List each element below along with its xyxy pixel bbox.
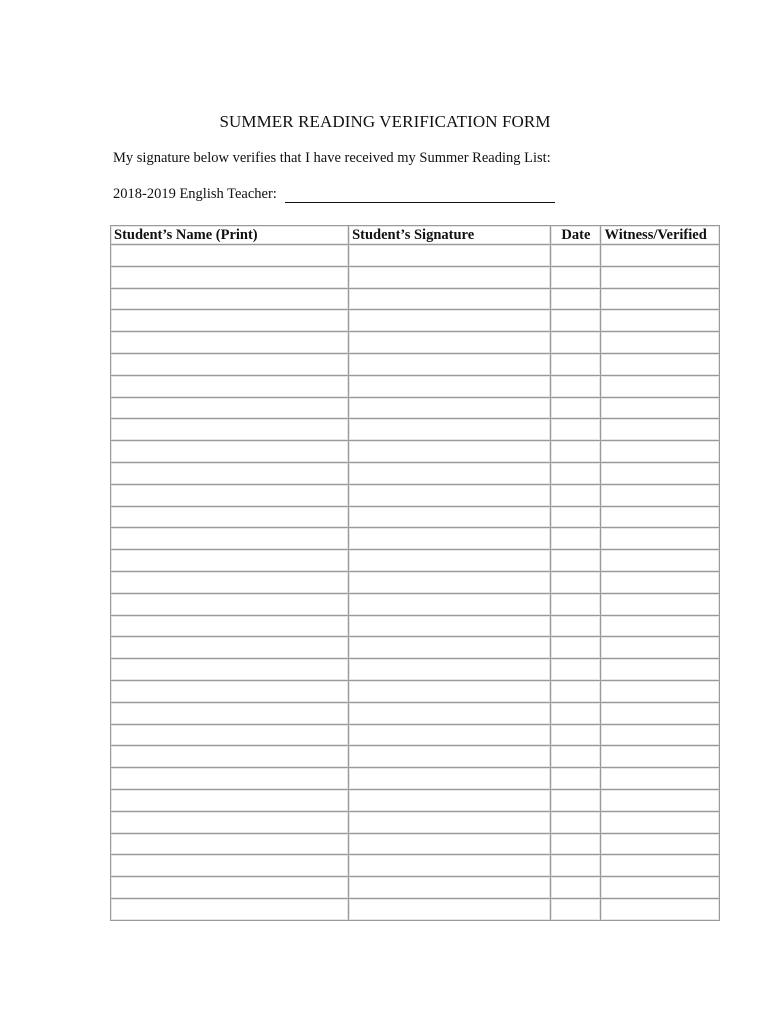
header-witness-verified: Witness/Verified: [601, 226, 720, 245]
table-row: [111, 702, 720, 724]
witness-verified-cell[interactable]: [601, 615, 720, 637]
table-row: [111, 724, 720, 746]
teacher-label: 2018-2019 English Teacher:: [113, 186, 277, 202]
date-cell[interactable]: [551, 724, 601, 746]
date-cell[interactable]: [551, 898, 601, 920]
student-name-cell[interactable]: [111, 855, 349, 877]
witness-verified-cell[interactable]: [601, 789, 720, 811]
student-signature-cell[interactable]: [349, 768, 551, 790]
student-signature-cell[interactable]: [349, 375, 551, 397]
date-cell[interactable]: [551, 811, 601, 833]
table-row: [111, 615, 720, 637]
student-signature-cell[interactable]: [349, 680, 551, 702]
date-cell[interactable]: [551, 310, 601, 332]
teacher-field-row: [113, 186, 555, 203]
witness-verified-cell[interactable]: [601, 462, 720, 484]
witness-verified-cell[interactable]: [601, 637, 720, 659]
student-signature-cell[interactable]: [349, 462, 551, 484]
witness-verified-cell[interactable]: [601, 833, 720, 855]
student-name-cell[interactable]: [111, 702, 349, 724]
table-row: [111, 833, 720, 855]
table-row: [111, 484, 720, 506]
witness-verified-cell[interactable]: [601, 898, 720, 920]
table-row: [111, 310, 720, 332]
table-body: [111, 245, 720, 921]
table-row: [111, 680, 720, 702]
witness-verified-cell[interactable]: [601, 768, 720, 790]
student-name-cell[interactable]: [111, 789, 349, 811]
table-row: [111, 462, 720, 484]
student-signature-cell[interactable]: [349, 506, 551, 528]
witness-verified-cell[interactable]: [601, 484, 720, 506]
intro-text: My signature below verifies that I have received my Summer Reading List:: [113, 150, 551, 166]
date-cell[interactable]: [551, 637, 601, 659]
date-cell[interactable]: [551, 615, 601, 637]
header-student-signature: Student’s Signature: [349, 226, 551, 245]
student-name-cell[interactable]: [111, 332, 349, 354]
table-row: [111, 593, 720, 615]
table-row: [111, 332, 720, 354]
signature-table: [110, 225, 720, 921]
student-name-cell[interactable]: [111, 615, 349, 637]
student-name-cell[interactable]: [111, 898, 349, 920]
student-signature-cell[interactable]: [349, 724, 551, 746]
date-cell[interactable]: [551, 245, 601, 267]
table-row: [111, 811, 720, 833]
student-signature-cell[interactable]: [349, 811, 551, 833]
table-row: [111, 353, 720, 375]
student-name-cell[interactable]: [111, 419, 349, 441]
student-name-cell[interactable]: [111, 310, 349, 332]
witness-verified-cell[interactable]: [601, 528, 720, 550]
witness-verified-cell[interactable]: [601, 877, 720, 899]
table-row: [111, 571, 720, 593]
date-cell[interactable]: [551, 266, 601, 288]
witness-verified-cell[interactable]: [601, 332, 720, 354]
table-row: [111, 789, 720, 811]
student-name-cell[interactable]: [111, 593, 349, 615]
student-name-cell[interactable]: [111, 506, 349, 528]
date-cell[interactable]: [551, 680, 601, 702]
student-name-cell[interactable]: [111, 724, 349, 746]
student-name-cell[interactable]: [111, 353, 349, 375]
student-name-cell[interactable]: [111, 528, 349, 550]
student-signature-cell[interactable]: [349, 833, 551, 855]
date-cell[interactable]: [551, 877, 601, 899]
student-name-cell[interactable]: [111, 441, 349, 463]
date-cell[interactable]: [551, 550, 601, 572]
witness-verified-cell[interactable]: [601, 855, 720, 877]
student-name-cell[interactable]: [111, 680, 349, 702]
student-name-cell[interactable]: [111, 811, 349, 833]
student-signature-cell[interactable]: [349, 288, 551, 310]
student-name-cell[interactable]: [111, 637, 349, 659]
date-cell[interactable]: [551, 332, 601, 354]
witness-verified-cell[interactable]: [601, 550, 720, 572]
table-row: [111, 637, 720, 659]
date-cell[interactable]: [551, 419, 601, 441]
student-signature-cell[interactable]: [349, 310, 551, 332]
student-name-cell[interactable]: [111, 462, 349, 484]
table-row: [111, 419, 720, 441]
student-name-cell[interactable]: [111, 571, 349, 593]
date-cell[interactable]: [551, 593, 601, 615]
date-cell[interactable]: [551, 462, 601, 484]
witness-verified-cell[interactable]: [601, 397, 720, 419]
student-signature-cell[interactable]: [349, 353, 551, 375]
teacher-name-field[interactable]: [285, 188, 555, 203]
witness-verified-cell[interactable]: [601, 441, 720, 463]
student-name-cell[interactable]: [111, 288, 349, 310]
table-row: [111, 528, 720, 550]
student-name-cell[interactable]: [111, 550, 349, 572]
student-signature-cell[interactable]: [349, 637, 551, 659]
student-signature-cell[interactable]: [349, 484, 551, 506]
witness-verified-cell[interactable]: [601, 310, 720, 332]
date-cell[interactable]: [551, 768, 601, 790]
date-cell[interactable]: [551, 288, 601, 310]
date-cell[interactable]: [551, 484, 601, 506]
student-signature-cell[interactable]: [349, 855, 551, 877]
student-name-cell[interactable]: [111, 375, 349, 397]
witness-verified-cell[interactable]: [601, 245, 720, 267]
student-signature-cell[interactable]: [349, 397, 551, 419]
header-student-name: Student’s Name (Print): [111, 226, 349, 245]
witness-verified-cell[interactable]: [601, 746, 720, 768]
table-row: [111, 506, 720, 528]
date-cell[interactable]: [551, 441, 601, 463]
witness-verified-cell[interactable]: [601, 506, 720, 528]
table-row: [111, 375, 720, 397]
student-signature-cell[interactable]: [349, 702, 551, 724]
student-name-cell[interactable]: [111, 768, 349, 790]
table-row: [111, 288, 720, 310]
student-signature-cell[interactable]: [349, 245, 551, 267]
table-row: [111, 855, 720, 877]
table-row: [111, 768, 720, 790]
table-row: [111, 746, 720, 768]
student-name-cell[interactable]: [111, 659, 349, 681]
student-name-cell[interactable]: [111, 484, 349, 506]
table-row: [111, 245, 720, 267]
witness-verified-cell[interactable]: [601, 419, 720, 441]
student-name-cell[interactable]: [111, 746, 349, 768]
student-signature-cell[interactable]: [349, 571, 551, 593]
table-row: [111, 877, 720, 899]
student-name-cell[interactable]: [111, 245, 349, 267]
student-name-cell[interactable]: [111, 266, 349, 288]
student-signature-cell[interactable]: [349, 441, 551, 463]
witness-verified-cell[interactable]: [601, 353, 720, 375]
student-signature-cell[interactable]: [349, 877, 551, 899]
date-cell[interactable]: [551, 702, 601, 724]
student-name-cell[interactable]: [111, 833, 349, 855]
witness-verified-cell[interactable]: [601, 680, 720, 702]
student-signature-cell[interactable]: [349, 898, 551, 920]
student-signature-cell[interactable]: [349, 266, 551, 288]
witness-verified-cell[interactable]: [601, 288, 720, 310]
student-signature-cell[interactable]: [349, 659, 551, 681]
witness-verified-cell[interactable]: [601, 659, 720, 681]
student-signature-cell[interactable]: [349, 332, 551, 354]
form-title: SUMMER READING VERIFICATION FORM: [219, 112, 551, 131]
student-signature-cell[interactable]: [349, 746, 551, 768]
date-cell[interactable]: [551, 789, 601, 811]
table-row: [111, 550, 720, 572]
table-header-row: [111, 226, 720, 245]
table-row: [111, 441, 720, 463]
date-cell[interactable]: [551, 855, 601, 877]
table-row: [111, 898, 720, 920]
date-cell[interactable]: [551, 833, 601, 855]
witness-verified-cell[interactable]: [601, 811, 720, 833]
student-signature-cell[interactable]: [349, 419, 551, 441]
witness-verified-cell[interactable]: [601, 571, 720, 593]
student-name-cell[interactable]: [111, 877, 349, 899]
witness-verified-cell[interactable]: [601, 593, 720, 615]
witness-verified-cell[interactable]: [601, 702, 720, 724]
table-row: [111, 397, 720, 419]
table-row: [111, 659, 720, 681]
table-row: [111, 266, 720, 288]
student-signature-cell[interactable]: [349, 550, 551, 572]
student-signature-cell[interactable]: [349, 593, 551, 615]
student-name-cell[interactable]: [111, 397, 349, 419]
date-cell[interactable]: [551, 571, 601, 593]
date-cell[interactable]: [551, 506, 601, 528]
student-signature-cell[interactable]: [349, 615, 551, 637]
date-cell[interactable]: [551, 659, 601, 681]
witness-verified-cell[interactable]: [601, 375, 720, 397]
witness-verified-cell[interactable]: [601, 266, 720, 288]
student-signature-cell[interactable]: [349, 789, 551, 811]
date-cell[interactable]: [551, 375, 601, 397]
header-date: Date: [551, 226, 601, 245]
date-cell[interactable]: [551, 353, 601, 375]
date-cell[interactable]: [551, 397, 601, 419]
student-signature-cell[interactable]: [349, 528, 551, 550]
date-cell[interactable]: [551, 528, 601, 550]
date-cell[interactable]: [551, 746, 601, 768]
witness-verified-cell[interactable]: [601, 724, 720, 746]
